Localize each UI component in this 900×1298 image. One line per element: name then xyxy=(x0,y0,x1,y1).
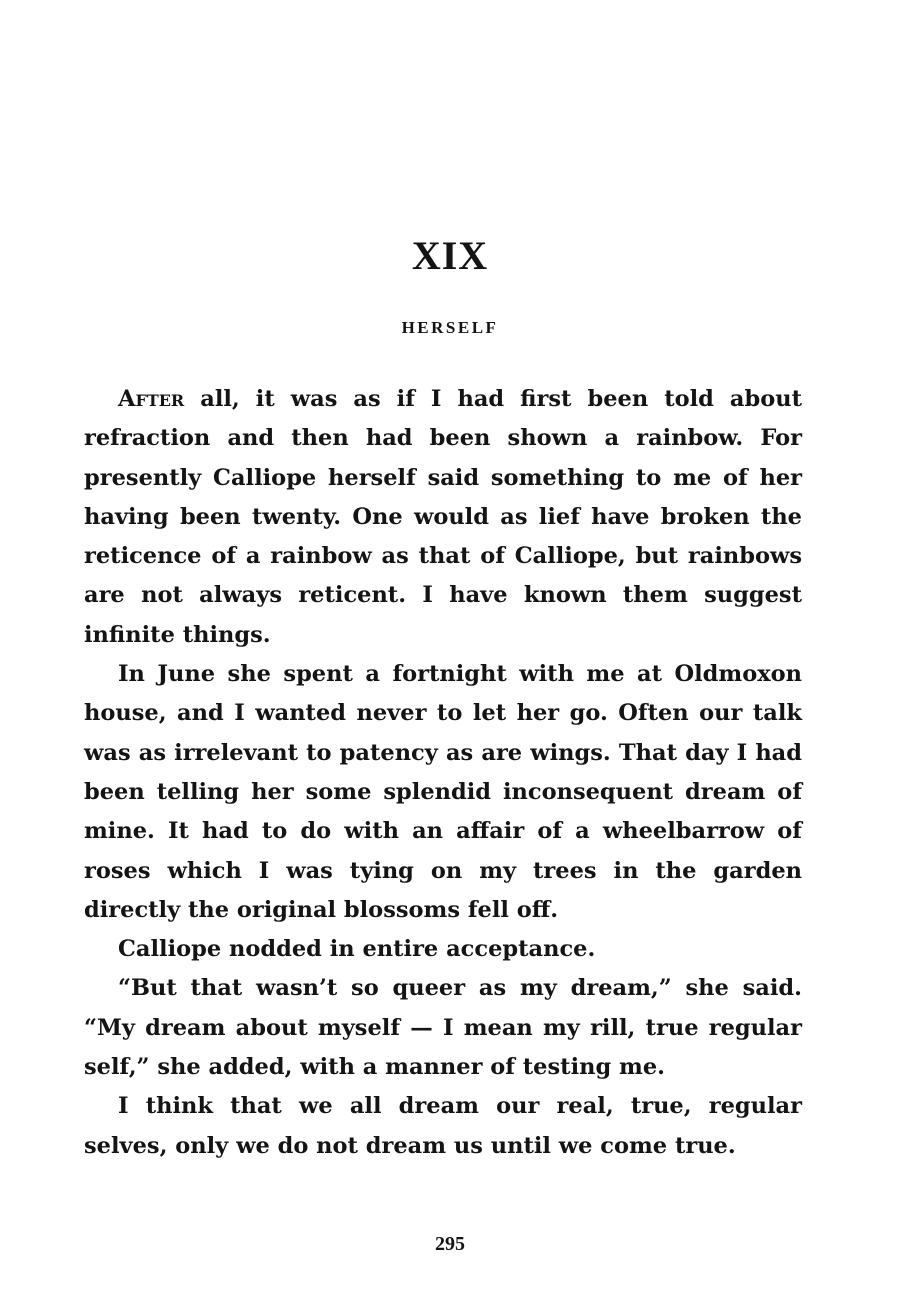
paragraph: I think that we all dream our real, true, regular selves, only we do not dream us until we come true. xyxy=(84,1093,802,1159)
paragraph: Calliope nodded in entire acceptance. xyxy=(118,936,596,963)
chapter-title: HERSELF xyxy=(401,318,499,337)
paragraph xyxy=(84,380,802,655)
chapter-body xyxy=(84,380,802,1166)
chapter-number: XIX xyxy=(411,233,489,278)
paragraph: “But that wasn’t so queer as my dream,” she said. “My dream about myself — I mean my rill, true regular self,” she added, with a manner of testing me. xyxy=(84,975,802,1081)
paragraph-text: all, it was as if I had first been told about refraction and then had been shown a rainbow. For presently Calliope herself said something to me of her having been twenty. One would as lief have broken the reticence of a rainbow as that of Calliope, but rainbows are not always reticent. I have known them suggest infinite things. xyxy=(84,386,802,648)
page-number: 295 xyxy=(435,1233,465,1255)
drop-lead-word: After xyxy=(118,386,185,412)
paragraph: In June she spent a fortnight with me at Oldmoxon house, and I wanted never to let her go. Often our talk was as irrelevant to patency as are wings. That day I had been telling her some splendid inconsequent dream of mine. It had to do with an affair of a wheelbarrow of roses which I was tying on my trees in the garden directly the original blossoms fell off. xyxy=(84,661,802,923)
